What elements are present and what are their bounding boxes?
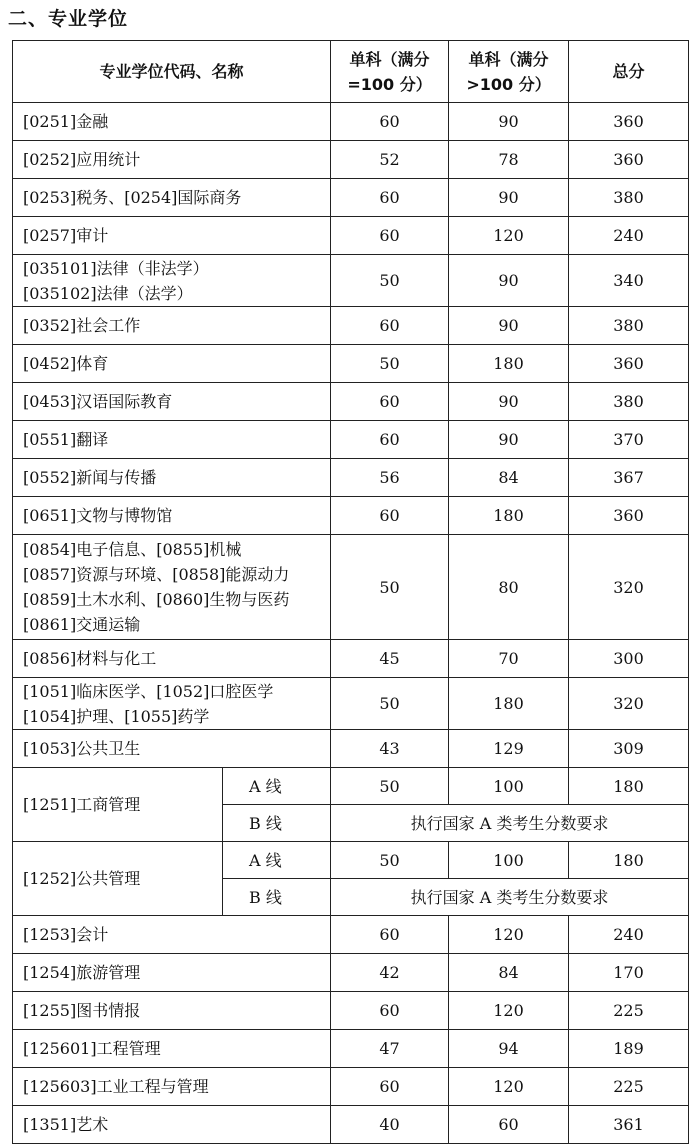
row-name-line: [0251]金融 [23, 112, 109, 131]
single-eq-100-cell: 60 [331, 217, 449, 255]
row-name-line: [0453]汉语国际教育 [23, 392, 173, 411]
row-name: [1251]工商管理 [13, 768, 223, 842]
row-name-line: [125601]工程管理 [23, 1039, 161, 1058]
single-eq-100-cell: 60 [331, 179, 449, 217]
row-name-line: [1054]护理、[1055]药学 [23, 706, 210, 726]
header-line: 单科（满分 [349, 49, 430, 69]
total-cell: 320 [569, 535, 689, 640]
total-cell: 360 [569, 103, 689, 141]
row-name-line: [0551]翻译 [23, 430, 109, 449]
row-name-line: [0857]资源与环境、[0858]能源动力 [23, 565, 290, 584]
total-cell: 380 [569, 383, 689, 421]
row-name: [1252]公共管理 [13, 842, 223, 916]
single-gt-100-cell: 120 [449, 916, 569, 954]
table-row [13, 1068, 689, 1106]
single-eq-100-cell: 50 [331, 535, 449, 640]
single-gt-100-cell: 90 [449, 179, 569, 217]
total-cell: 240 [569, 916, 689, 954]
header-line: =100 分） [347, 74, 432, 94]
single-eq-100-cell: 50 [331, 255, 449, 307]
total-cell: 360 [569, 345, 689, 383]
row-name [13, 179, 331, 217]
row-name-line: [0552]新闻与传播 [23, 468, 157, 487]
total-cell: 225 [569, 992, 689, 1030]
single-eq-100-cell: 40 [331, 1106, 449, 1144]
header-row [13, 41, 689, 103]
single-gt-100-cell: 84 [449, 459, 569, 497]
row-name-line: [035101]法律（非法学） [23, 258, 209, 278]
single-gt-100-cell: 70 [449, 640, 569, 678]
table-row [13, 179, 689, 217]
row-name [13, 1068, 331, 1106]
single-gt-100-cell: 100 [449, 768, 569, 805]
row-name [13, 345, 331, 383]
single-eq-100-cell: 60 [331, 307, 449, 345]
total-cell: 367 [569, 459, 689, 497]
score-table [12, 40, 689, 1144]
total-cell: 240 [569, 217, 689, 255]
table-body [13, 103, 689, 1144]
line-label: B 线 [223, 879, 331, 916]
total-cell: 361 [569, 1106, 689, 1144]
row-name-line: [1051]临床医学、[1052]口腔医学 [23, 681, 274, 701]
single-gt-100-cell: 60 [449, 1106, 569, 1144]
total-cell: 320 [569, 678, 689, 730]
single-eq-100-cell: 50 [331, 678, 449, 730]
table-row [13, 842, 689, 879]
row-name-line: [0856]材料与化工 [23, 649, 157, 668]
row-name-line: [0253]税务、[0254]国际商务 [23, 188, 242, 207]
single-eq-100-cell: 52 [331, 141, 449, 179]
single-gt-100-cell: 180 [449, 497, 569, 535]
table-row [13, 916, 689, 954]
row-name-line: [0861]交通运输 [23, 615, 141, 634]
row-name [13, 1106, 331, 1144]
single-gt-100-cell: 90 [449, 307, 569, 345]
single-gt-100-cell: 180 [449, 678, 569, 730]
single-eq-100-cell: 60 [331, 916, 449, 954]
row-name [13, 678, 331, 730]
table-row [13, 459, 689, 497]
single-gt-100-cell: 100 [449, 842, 569, 879]
table-row [13, 640, 689, 678]
row-name [13, 141, 331, 179]
row-name-line: [1053]公共卫生 [23, 739, 141, 758]
row-name-line: [0352]社会工作 [23, 316, 141, 335]
total-cell: 340 [569, 255, 689, 307]
row-name [13, 255, 331, 307]
row-name [13, 103, 331, 141]
single-eq-100-cell: 60 [331, 103, 449, 141]
total-cell: 309 [569, 730, 689, 768]
total-cell: 180 [569, 842, 689, 879]
single-gt-100-cell: 90 [449, 103, 569, 141]
total-cell: 170 [569, 954, 689, 992]
row-name [13, 307, 331, 345]
single-eq-100-cell: 47 [331, 1030, 449, 1068]
row-name-line: [0452]体育 [23, 354, 109, 373]
total-cell: 380 [569, 179, 689, 217]
header-name: 专业学位代码、名称 [13, 41, 331, 103]
row-name-line: [035102]法律（法学） [23, 283, 193, 303]
table-row [13, 307, 689, 345]
single-gt-100-cell: 90 [449, 383, 569, 421]
single-gt-100-cell: 120 [449, 992, 569, 1030]
line-label: B 线 [223, 805, 331, 842]
single-eq-100-cell: 50 [331, 842, 449, 879]
row-name-line: [1351]艺术 [23, 1115, 109, 1134]
row-name [13, 421, 331, 459]
row-name-line: [0854]电子信息、[0855]机械 [23, 540, 242, 559]
table-row [13, 730, 689, 768]
single-eq-100-cell: 60 [331, 1068, 449, 1106]
single-eq-100-cell: 60 [331, 421, 449, 459]
single-gt-100-cell: 180 [449, 345, 569, 383]
single-eq-100-cell: 50 [331, 768, 449, 805]
table-row [13, 678, 689, 730]
row-name [13, 383, 331, 421]
row-name [13, 640, 331, 678]
requirement-note: 执行国家 A 类考生分数要求 [331, 805, 689, 842]
header-single-eq-100 [331, 41, 449, 103]
table-row [13, 535, 689, 640]
header-line: 单科（满分 [468, 49, 549, 69]
single-gt-100-cell: 94 [449, 1030, 569, 1068]
total-cell: 360 [569, 141, 689, 179]
single-eq-100-cell: 50 [331, 345, 449, 383]
table-row [13, 1106, 689, 1144]
single-gt-100-cell: 90 [449, 255, 569, 307]
table-row [13, 255, 689, 307]
single-gt-100-cell: 80 [449, 535, 569, 640]
total-cell: 300 [569, 640, 689, 678]
table-row [13, 1030, 689, 1068]
table-row [13, 103, 689, 141]
row-name-line: [0257]审计 [23, 226, 109, 245]
single-gt-100-cell: 129 [449, 730, 569, 768]
single-eq-100-cell: 45 [331, 640, 449, 678]
row-name-line: [1253]会计 [23, 925, 109, 944]
single-gt-100-cell: 90 [449, 421, 569, 459]
row-name [13, 992, 331, 1030]
row-name [13, 535, 331, 640]
row-name-line: [0651]文物与博物馆 [23, 506, 173, 525]
total-cell: 189 [569, 1030, 689, 1068]
row-name [13, 730, 331, 768]
row-name-line: [1255]图书情报 [23, 1001, 141, 1020]
table-row [13, 345, 689, 383]
row-name [13, 954, 331, 992]
line-label: A 线 [223, 842, 331, 879]
row-name [13, 916, 331, 954]
single-eq-100-cell: 60 [331, 992, 449, 1030]
single-gt-100-cell: 84 [449, 954, 569, 992]
table-row [13, 497, 689, 535]
total-cell: 180 [569, 768, 689, 805]
row-name-line: [0252]应用统计 [23, 150, 141, 169]
table-row [13, 383, 689, 421]
single-eq-100-cell: 56 [331, 459, 449, 497]
table-row [13, 992, 689, 1030]
header-single-gt-100 [449, 41, 569, 103]
total-cell: 225 [569, 1068, 689, 1106]
row-name [13, 497, 331, 535]
row-name [13, 459, 331, 497]
single-eq-100-cell: 60 [331, 383, 449, 421]
header-line: >100 分） [466, 74, 551, 94]
row-name [13, 217, 331, 255]
table-row [13, 954, 689, 992]
total-cell: 360 [569, 497, 689, 535]
header-total: 总分 [569, 41, 689, 103]
single-eq-100-cell: 43 [331, 730, 449, 768]
single-gt-100-cell: 78 [449, 141, 569, 179]
row-name-line: [125603]工业工程与管理 [23, 1077, 209, 1096]
table-row [13, 217, 689, 255]
total-cell: 370 [569, 421, 689, 459]
requirement-note: 执行国家 A 类考生分数要求 [331, 879, 689, 916]
row-name [13, 1030, 331, 1068]
row-name-line: [0859]土木水利、[0860]生物与医药 [23, 590, 290, 609]
table-row [13, 421, 689, 459]
line-label: A 线 [223, 768, 331, 805]
single-eq-100-cell: 42 [331, 954, 449, 992]
single-gt-100-cell: 120 [449, 217, 569, 255]
total-cell: 380 [569, 307, 689, 345]
table-row [13, 141, 689, 179]
section-heading: 二、专业学位 [8, 8, 129, 30]
table-row [13, 768, 689, 805]
single-eq-100-cell: 60 [331, 497, 449, 535]
row-name-line: [1254]旅游管理 [23, 963, 141, 982]
single-gt-100-cell: 120 [449, 1068, 569, 1106]
